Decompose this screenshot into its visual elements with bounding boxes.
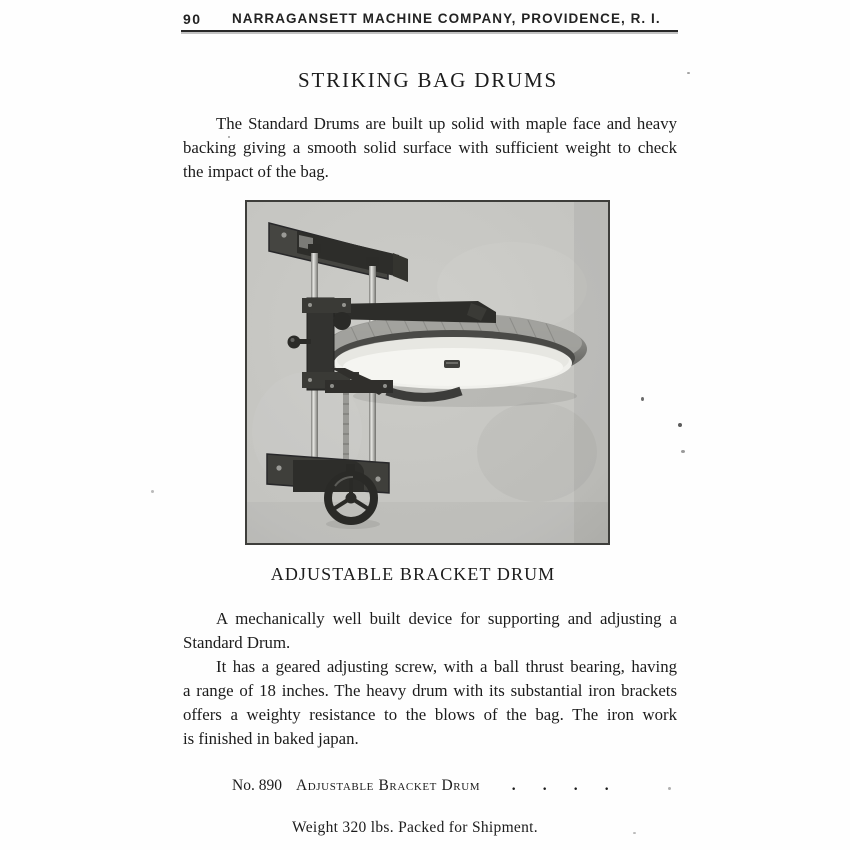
text-line: A mechanically well built device for supporting and adjusting a <box>216 609 677 628</box>
product-title: ADJUSTABLE BRACKET DRUM <box>270 564 556 584</box>
description-paragraph-2 <box>183 655 677 751</box>
catalog-item-name: Adjustable Bracket Drum <box>295 777 481 794</box>
text-line: a range of 18 inches. The heavy drum with its substantial iron brackets <box>183 680 677 700</box>
text-line: It has a geared adjusting screw, with a ball thrust bearing, having <box>216 657 677 676</box>
scan-speck <box>151 490 154 493</box>
scan-speck <box>681 450 685 453</box>
scan-speck <box>687 72 690 74</box>
drum-illustration <box>247 202 608 543</box>
scan-speck <box>228 136 230 138</box>
intro-paragraph <box>183 112 677 184</box>
section-title: STRIKING BAG DRUMS <box>298 68 558 92</box>
running-title: NARRAGANSETT MACHINE COMPANY, PROVIDENCE, R. I. <box>232 11 661 26</box>
leader-dot: . <box>542 777 547 794</box>
leader-dots <box>498 777 622 794</box>
product-photo <box>245 200 610 545</box>
page-number: 90 <box>183 11 202 27</box>
text-line: The Standard Drums are built up solid with maple face and heavy <box>216 114 677 133</box>
scan-speck <box>678 423 682 427</box>
text-line: is finished in baked japan. <box>183 728 359 748</box>
weight-note: Weight 320 lbs. Packed for Shipment. <box>292 819 538 836</box>
scan-speck <box>641 397 644 401</box>
scan-speck <box>668 787 671 790</box>
leader-dot: . <box>604 777 609 794</box>
description-paragraph-1 <box>183 607 677 655</box>
leader-dot: . <box>573 777 578 794</box>
leader-dot: . <box>511 777 516 794</box>
catalog-line <box>232 777 622 795</box>
text-line: the impact of the bag. <box>183 161 329 181</box>
catalog-number: No. 890 <box>232 777 282 794</box>
header-rule <box>181 30 678 32</box>
text-line: Standard Drum. <box>183 632 291 652</box>
scan-speck <box>633 832 636 834</box>
text-line: offers a weighty resistance to the blows of the bag. The iron work <box>183 704 677 724</box>
text-line: backing giving a smooth solid surface with sufficient weight to check <box>183 137 677 157</box>
